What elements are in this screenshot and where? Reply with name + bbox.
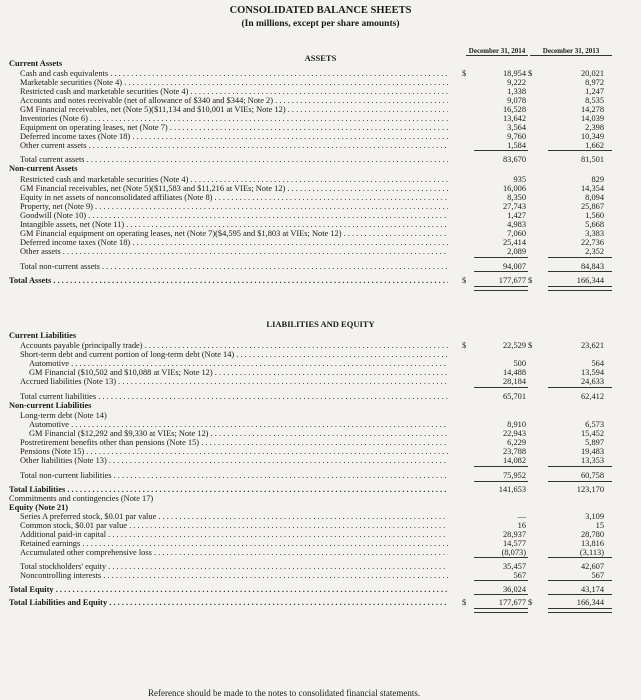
subtotal-rule	[548, 481, 612, 482]
row-label: Non-current Liabilities	[9, 401, 92, 410]
row-label: Total Assets . . .	[9, 276, 448, 286]
liabilities-section-header: LIABILITIES AND EQUITY	[266, 319, 375, 329]
value-2013: 23,621	[580, 341, 604, 350]
value-2013: 13,353	[580, 456, 604, 465]
row-label: Deferred income taxes (Note 18) . . .	[20, 238, 448, 248]
value-2013: 8,535	[585, 96, 604, 105]
value-2014: 14,082	[502, 456, 526, 465]
value-2014: 28,184	[502, 377, 526, 386]
value-2013: 60,758	[580, 471, 604, 480]
value-2013: 24,633	[580, 377, 604, 386]
value-2014: 16,528	[502, 105, 526, 114]
table-row	[0, 571, 641, 581]
row-label: Equipment on operating leases, net (Note 7) . . .	[20, 123, 448, 133]
row-label: Other assets . . .	[20, 247, 448, 257]
value-2013: 10,349	[580, 132, 604, 141]
value-2014: 94,007	[502, 262, 526, 271]
subtotal-rule	[474, 557, 528, 558]
value-2014: —	[517, 512, 526, 521]
row-label: Long-term debt (Note 14)	[20, 411, 107, 420]
row-label: Current Liabilities	[9, 331, 77, 340]
value-2013: 19,483	[580, 447, 604, 456]
statement-title: CONSOLIDATED BALANCE SHEETS	[229, 5, 412, 16]
table-row	[0, 262, 641, 272]
subtotal-rule	[474, 271, 528, 272]
value-2014: 1,427	[507, 211, 526, 220]
value-2014: 23,788	[502, 447, 526, 456]
value-2014: 16	[517, 521, 526, 530]
value-2013: 8,094	[585, 193, 604, 202]
value-2014: (8,073)	[501, 548, 526, 557]
value-2014: 7,060	[507, 229, 526, 238]
currency-symbol: $	[462, 341, 467, 350]
subtotal-rule	[474, 580, 528, 581]
subtotal-rule	[548, 580, 612, 581]
value-2013: 1,662	[585, 141, 604, 150]
value-2013: 2,398	[585, 123, 604, 132]
row-label: GM Financial receivables, net (Note 5)($11,583 and $11,216 at VIEs; Note 12) . . .	[20, 184, 448, 194]
value-2013: 5,668	[585, 220, 604, 229]
subtotal-rule	[474, 481, 528, 482]
table-row	[0, 247, 641, 257]
table-row	[0, 548, 641, 558]
row-label: Intangible assets, net (Note 11) . . .	[20, 220, 448, 230]
value-2014: 4,983	[507, 220, 526, 229]
currency-symbol: $	[528, 276, 533, 285]
value-2013: 14,354	[580, 184, 604, 193]
subtotal-rule	[474, 594, 528, 595]
row-label: GM Financial ($10,502 and $10,088 at VIEs; Note 12) . . .	[29, 368, 448, 378]
value-2014: 3,564	[507, 123, 526, 132]
value-2013: 3,383	[585, 229, 604, 238]
value-2013: 166,344	[576, 598, 604, 607]
footnote: Reference should be made to the notes to consolidated financial statements.	[148, 688, 421, 698]
row-label: Total Liabilities . . .	[9, 485, 448, 495]
value-2014: 9,760	[507, 132, 526, 141]
total-double-rule	[474, 608, 528, 613]
row-label: Noncontrolling interests . . .	[20, 571, 448, 581]
value-2014: 14,488	[502, 368, 526, 377]
value-2014: 9,222	[507, 78, 526, 87]
value-2013: 166,344	[576, 276, 604, 285]
table-row	[0, 456, 641, 466]
subtotal-rule	[548, 466, 612, 467]
table-row	[0, 471, 641, 481]
row-label: Marketable securities (Note 4) . . .	[20, 78, 448, 88]
value-2013: 1,247	[585, 87, 604, 96]
table-row	[0, 331, 641, 341]
row-label: Accrued liabilities (Note 13) . . .	[20, 377, 448, 387]
subtotal-rule	[474, 150, 528, 151]
value-2014: 83,670	[502, 155, 526, 164]
row-label: Non-current Assets	[9, 164, 78, 173]
statement-subtitle: (In millions, except per share amounts)	[241, 19, 400, 29]
value-2013: 15,452	[580, 429, 604, 438]
value-2013: 28,780	[580, 530, 604, 539]
total-double-rule	[548, 608, 612, 613]
currency-symbol: $	[528, 69, 533, 78]
row-label: Other liabilities (Note 13) . . .	[20, 456, 448, 466]
value-2013: 43,174	[580, 585, 604, 594]
value-2014: 22,943	[502, 429, 526, 438]
row-label: Automotive . . .	[29, 420, 448, 430]
total-double-rule	[474, 286, 528, 291]
value-2014: 65,701	[502, 392, 526, 401]
table-row	[0, 59, 641, 69]
row-label: Accumulated other comprehensive loss . . .	[20, 548, 448, 558]
row-label: Restricted cash and marketable securities (Note 4) . . .	[20, 87, 448, 97]
column-header-2014: December 31, 2014	[466, 47, 528, 56]
row-label: Equity in net assets of nonconsolidated affiliates (Note 8) . . .	[20, 193, 448, 203]
value-2013: 2,352	[585, 247, 604, 256]
value-2013: 84,843	[580, 262, 604, 271]
subtotal-rule	[474, 387, 528, 388]
column-header-2013: December 31, 2013	[530, 47, 612, 56]
value-2014: 6,229	[507, 438, 526, 447]
value-2013: 5,897	[585, 438, 604, 447]
value-2014: 14,577	[502, 539, 526, 548]
row-label: Property, net (Note 9) . . .	[20, 202, 448, 212]
value-2013: 829	[591, 175, 604, 184]
table-row	[0, 598, 641, 608]
value-2014: 16,006	[502, 184, 526, 193]
row-label: Short-term debt and current portion of long-term debt (Note 14) . . .	[20, 350, 448, 360]
value-2013: 22,736	[580, 238, 604, 247]
subtotal-rule	[548, 387, 612, 388]
row-label: GM Financial receivables, net (Note 5)($11,134 and $10,001 at VIEs; Note 12) . . .	[20, 105, 448, 115]
value-2013: 81,501	[580, 155, 604, 164]
table-row	[0, 377, 641, 387]
row-label: Total non-current liabilities . . .	[20, 471, 448, 481]
value-2014: 13,642	[502, 114, 526, 123]
value-2013: 42,607	[580, 562, 604, 571]
value-2014: 935	[513, 175, 526, 184]
row-label: GM Financial ($12,292 and $9,330 at VIEs; Note 12) . . .	[29, 429, 448, 439]
table-row	[0, 164, 641, 174]
row-label: GM Financial equipment on operating leases, net (Note 7)($4,595 and $1,803 at VIEs; Note 12) . . .	[20, 229, 448, 239]
currency-symbol: $	[462, 598, 467, 607]
row-label: Total Liabilities and Equity . . .	[9, 598, 448, 608]
subtotal-rule	[548, 594, 612, 595]
value-2014: 35,457	[502, 562, 526, 571]
value-2014: 75,952	[502, 471, 526, 480]
table-row	[0, 141, 641, 151]
row-label: Retained earnings . . .	[20, 539, 448, 549]
currency-symbol: $	[462, 276, 467, 285]
value-2014: 8,350	[507, 193, 526, 202]
row-label: Total Equity . . .	[9, 585, 448, 595]
value-2014: 567	[513, 571, 526, 580]
value-2014: 22,529	[502, 341, 526, 350]
value-2013: 3,109	[585, 512, 604, 521]
row-label: Deferred income taxes (Note 18) . . .	[20, 132, 448, 142]
value-2013: 567	[591, 571, 604, 580]
value-2014: 2,089	[507, 247, 526, 256]
value-2013: 564	[591, 359, 604, 368]
value-2014: 18,954	[502, 69, 526, 78]
row-label: Accounts and notes receivable (net of allowance of $340 and $344; Note 2) . . .	[20, 96, 448, 106]
row-label: Accounts payable (principally trade) . . .	[20, 341, 448, 351]
table-row	[0, 276, 641, 286]
row-label: Postretirement benefits other than pensions (Note 15) . . .	[20, 438, 448, 448]
row-label: Pensions (Note 15) . . .	[20, 447, 448, 457]
row-label: Cash and cash equivalents . . .	[20, 69, 448, 79]
value-2013: 8,972	[585, 78, 604, 87]
value-2014: 500	[513, 359, 526, 368]
subtotal-rule	[548, 150, 612, 151]
subtotal-rule	[548, 257, 612, 258]
row-label: Other current assets . . .	[20, 141, 448, 151]
value-2014: 36,024	[502, 585, 526, 594]
row-label: Series A preferred stock, $0.01 par value . . .	[20, 512, 448, 522]
value-2013: 20,021	[580, 69, 604, 78]
value-2013: 6,573	[585, 420, 604, 429]
total-double-rule	[548, 286, 612, 291]
value-2013: 25,867	[580, 202, 604, 211]
value-2013: 15	[595, 521, 604, 530]
value-2014: 177,677	[498, 276, 526, 285]
value-2013: 14,039	[580, 114, 604, 123]
row-label: Automotive . . .	[29, 359, 448, 369]
value-2013: 14,278	[580, 105, 604, 114]
row-label: Total non-current assets . . .	[20, 262, 448, 272]
row-label: Total stockholders' equity . . .	[20, 562, 448, 572]
currency-symbol: $	[528, 341, 533, 350]
value-2014: 9,078	[507, 96, 526, 105]
row-label: Equity (Note 21)	[9, 503, 69, 512]
value-2013: 13,816	[580, 539, 604, 548]
value-2013: (3,113)	[579, 548, 604, 557]
subtotal-rule	[548, 271, 612, 272]
row-label: Current Assets	[9, 59, 63, 68]
assets-section-header: ASSETS	[304, 53, 337, 63]
row-label: Additional paid-in capital . . .	[20, 530, 448, 540]
table-row	[0, 401, 641, 411]
value-2014: 177,677	[498, 598, 526, 607]
table-row	[0, 585, 641, 595]
value-2014: 8,910	[507, 420, 526, 429]
value-2014: 141,653	[498, 485, 526, 494]
row-label: Goodwill (Note 10) . . .	[20, 211, 448, 221]
value-2013: 62,412	[580, 392, 604, 401]
value-2014: 25,414	[502, 238, 526, 247]
row-label: Commitments and contingencies (Note 17)	[9, 494, 154, 503]
value-2014: 1,338	[507, 87, 526, 96]
value-2013: 1,560	[585, 211, 604, 220]
currency-symbol: $	[528, 598, 533, 607]
row-label: Common stock, $0.01 par value . . .	[20, 521, 448, 531]
subtotal-rule	[474, 257, 528, 258]
row-label: Inventories (Note 6) . . .	[20, 114, 448, 124]
subtotal-rule	[548, 557, 612, 558]
value-2014: 27,743	[502, 202, 526, 211]
row-label: Restricted cash and marketable securities (Note 4) . . .	[20, 175, 448, 185]
currency-symbol: $	[462, 69, 467, 78]
row-label: Total current assets . . .	[20, 155, 448, 165]
value-2013: 123,170	[576, 485, 604, 494]
value-2014: 28,937	[502, 530, 526, 539]
value-2013: 13,594	[580, 368, 604, 377]
value-2014: 1,584	[507, 141, 526, 150]
row-label: Total current liabilities . . .	[20, 392, 448, 402]
subtotal-rule	[474, 466, 528, 467]
